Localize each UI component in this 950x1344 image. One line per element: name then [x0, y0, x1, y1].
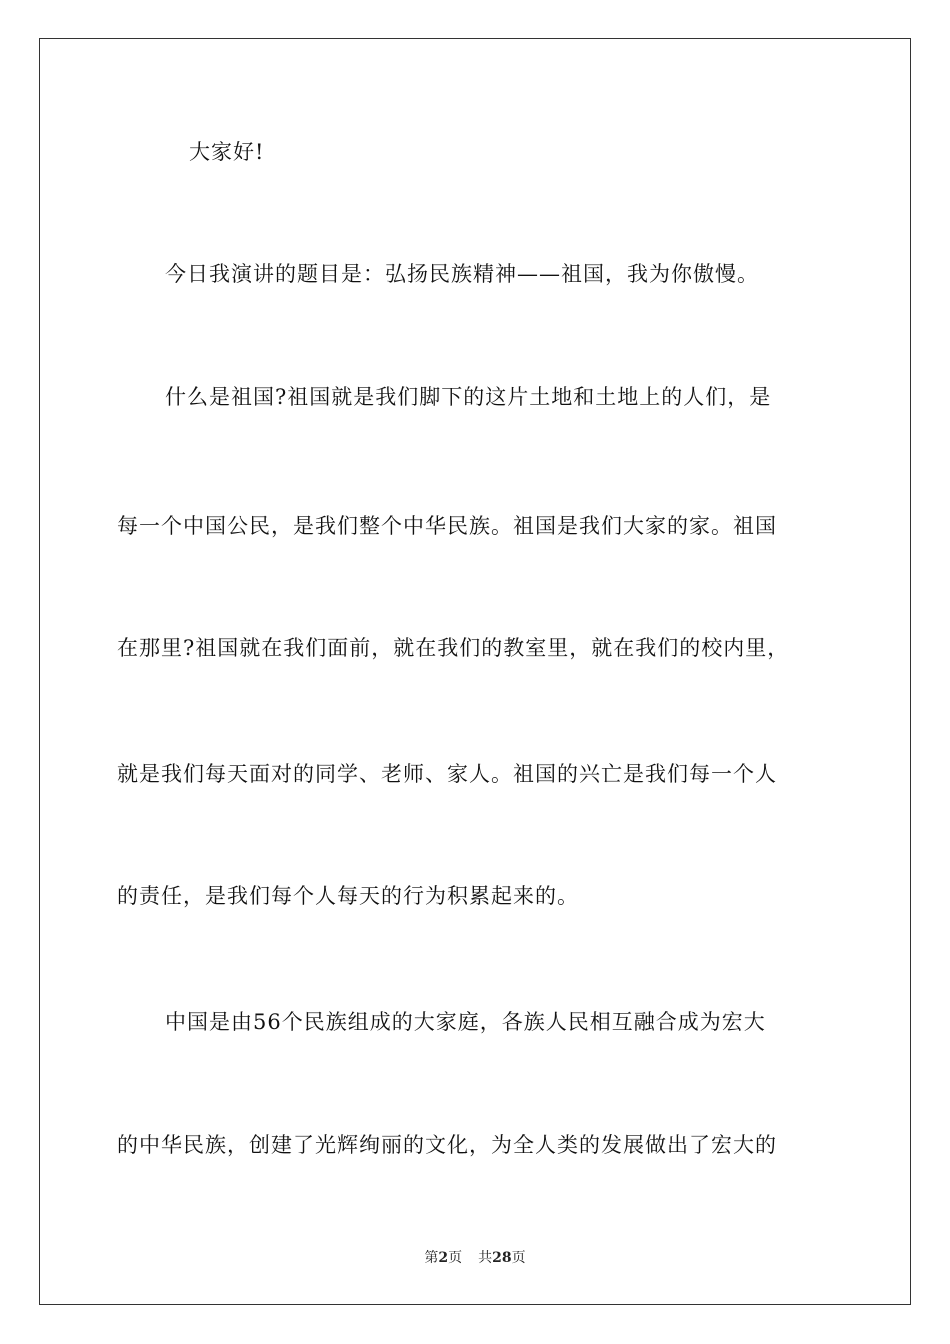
- paragraph-line: 在那里?祖国就在我们面前，就在我们的教室里，就在我们的校内里，: [117, 636, 790, 660]
- paragraph-greeting: 大家好!: [189, 140, 265, 164]
- paragraph-line: 的责任，是我们每个人每天的行为积累起来的。: [117, 884, 579, 908]
- page-number: 2: [438, 1250, 449, 1266]
- paragraph-line: 每一个中国公民，是我们整个中华民族。祖国是我们大家的家。祖国: [117, 514, 777, 538]
- total-suffix: 页: [511, 1250, 526, 1266]
- page-prefix: 第: [424, 1250, 439, 1266]
- total-pages: 28: [492, 1250, 512, 1266]
- total-prefix: 共: [478, 1250, 493, 1266]
- page-suffix: 页: [448, 1250, 463, 1266]
- page-border: [39, 38, 911, 1305]
- paragraph-line: 什么是祖国?祖国就是我们脚下的这片土地和土地上的人们，是: [165, 385, 772, 409]
- paragraph-line: 中国是由56个民族组成的大家庭，各族人民相互融合成为宏大: [165, 1010, 766, 1034]
- paragraph-line: 的中华民族，创建了光辉绚丽的文化，为全人类的发展做出了宏大的: [117, 1133, 777, 1157]
- page-number-footer: [0, 1248, 950, 1268]
- paragraph-line: 就是我们每天面对的同学、老师、家人。祖国的兴亡是我们每一个人: [117, 762, 777, 786]
- paragraph-topic: 今日我演讲的题目是：弘扬民族精神——祖国，我为你傲慢。: [165, 262, 759, 286]
